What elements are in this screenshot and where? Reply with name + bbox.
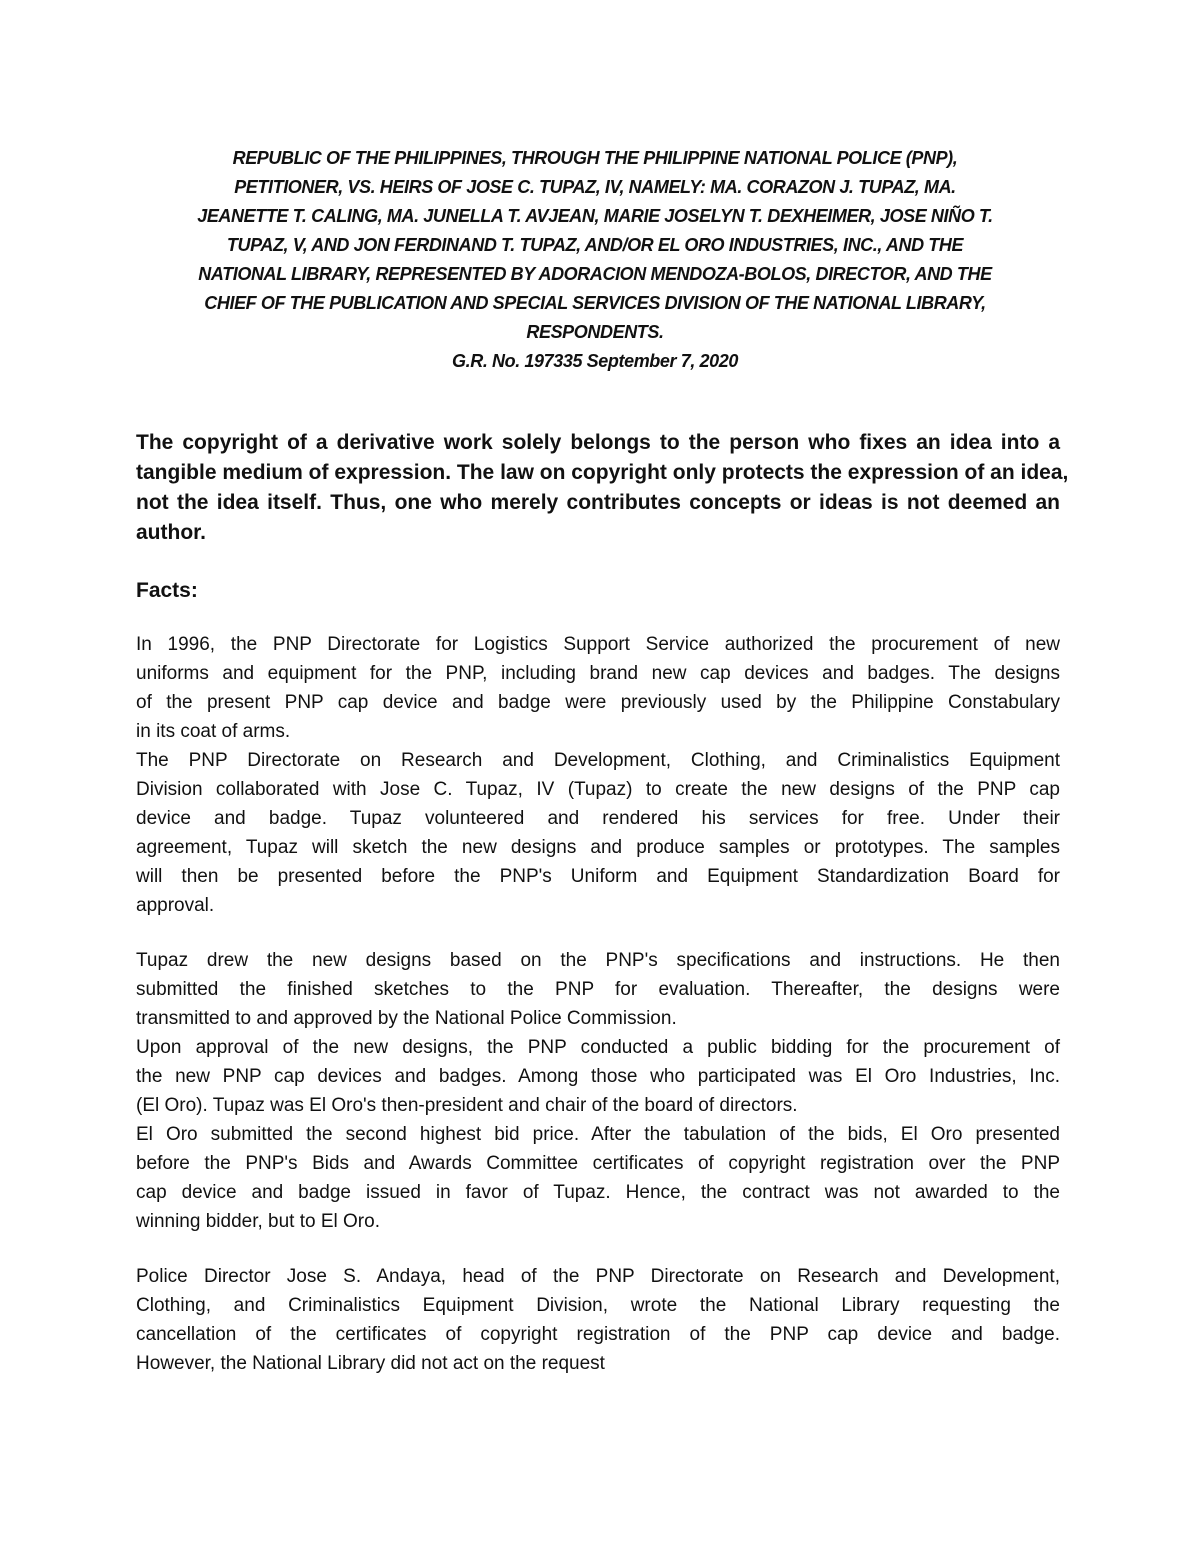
facts-heading: Facts: — [136, 579, 198, 602]
facts-paragraph-6 — [136, 1262, 1060, 1378]
facts-paragraph-4 — [136, 1033, 1060, 1120]
facts-paragraph-5 — [136, 1120, 1060, 1236]
paragraph-line: uniforms and equipment for the PNP, including brand new cap devices and badges. The designs — [136, 663, 1060, 684]
facts-paragraph-2 — [136, 746, 1060, 920]
paragraph-line: (El Oro). Tupaz was El Oro's then-president and chair of the board of directors. — [136, 1095, 798, 1116]
doctrine-statement — [136, 428, 1069, 548]
paragraph-line: will then be presented before the PNP's Uniform and Equipment Standardization Board for — [136, 866, 1060, 887]
paragraph-line: agreement, Tupaz will sketch the new designs and produce samples or prototypes. The samples — [136, 837, 1060, 858]
case-title-line: REPUBLIC OF THE PHILIPPINES, THROUGH THE PHILIPPINE NATIONAL POLICE (PNP), — [232, 148, 958, 168]
paragraph-line: Tupaz drew the new designs based on the PNP's specifications and instructions. He then — [136, 950, 1060, 971]
facts-paragraph-1 — [136, 630, 1060, 746]
doctrine-line: not the idea itself. Thus, one who merely contributes concepts or ideas is not deemed an — [136, 491, 1060, 514]
case-title — [150, 144, 1040, 376]
paragraph-line: the new PNP cap devices and badges. Among those who participated was El Oro Industries, Inc. — [136, 1066, 1060, 1087]
facts-paragraph-3 — [136, 946, 1060, 1033]
case-title-line: NATIONAL LIBRARY, REPRESENTED BY ADORACION MENDOZA-BOLOS, DIRECTOR, AND THE — [198, 264, 992, 284]
paragraph-line: of the present PNP cap device and badge were previously used by the Philippine Constabulary — [136, 692, 1060, 713]
paragraph-line: transmitted to and approved by the National Police Commission. — [136, 1008, 677, 1029]
paragraph-line: In 1996, the PNP Directorate for Logistics Support Service authorized the procurement of new — [136, 634, 1060, 655]
paragraph-line: Police Director Jose S. Andaya, head of the PNP Directorate on Research and Development, — [136, 1266, 1060, 1287]
doctrine-line: tangible medium of expression. The law on copyright only protects the expression of an idea, — [136, 461, 1069, 484]
doctrine-line: The copyright of a derivative work solely belongs to the person who fixes an idea into a — [136, 431, 1060, 454]
doctrine-line: author. — [136, 521, 207, 544]
paragraph-line: Upon approval of the new designs, the PNP conducted a public bidding for the procurement of — [136, 1037, 1060, 1058]
paragraph-line: device and badge. Tupaz volunteered and rendered his services for free. Under their — [136, 808, 1060, 829]
case-title-line: CHIEF OF THE PUBLICATION AND SPECIAL SERVICES DIVISION OF THE NATIONAL LIBRARY, — [204, 293, 986, 313]
paragraph-line: El Oro submitted the second highest bid price. After the tabulation of the bids, El Oro presented — [136, 1124, 1060, 1145]
paragraph-line: submitted the finished sketches to the PNP for evaluation. Thereafter, the designs were — [136, 979, 1060, 1000]
paragraph-line: Division collaborated with Jose C. Tupaz, IV (Tupaz) to create the new designs of the PNP cap — [136, 779, 1060, 800]
case-title-line: TUPAZ, V, AND JON FERDINAND T. TUPAZ, AND/OR EL ORO INDUSTRIES, INC., AND THE — [226, 235, 964, 255]
case-number-date: G.R. No. 197335 September 7, 2020 — [452, 351, 738, 371]
paragraph-line: before the PNP's Bids and Awards Committee certificates of copyright registration over the PNP — [136, 1153, 1060, 1174]
case-title-line: PETITIONER, VS. HEIRS OF JOSE C. TUPAZ, IV, NAMELY: MA. CORAZON J. TUPAZ, MA. — [234, 177, 956, 197]
paragraph-line: The PNP Directorate on Research and Development, Clothing, and Criminalistics Equipment — [136, 750, 1060, 771]
paragraph-line: cap device and badge issued in favor of Tupaz. Hence, the contract was not awarded to the — [136, 1182, 1060, 1203]
case-title-line: JEANETTE T. CALING, MA. JUNELLA T. AVJEAN, MARIE JOSELYN T. DEXHEIMER, JOSE NIÑO T. — [197, 206, 993, 226]
paragraph-line: However, the National Library did not act on the request — [136, 1353, 605, 1374]
paragraph-line: Clothing, and Criminalistics Equipment Division, wrote the National Library requesting the — [136, 1295, 1060, 1316]
paragraph-line: in its coat of arms. — [136, 721, 291, 742]
paragraph-line: approval. — [136, 895, 215, 916]
paragraph-line: cancellation of the certificates of copyright registration of the PNP cap device and badge. — [136, 1324, 1060, 1345]
paragraph-line: winning bidder, but to El Oro. — [136, 1211, 380, 1232]
case-title-line: RESPONDENTS. — [526, 322, 664, 342]
